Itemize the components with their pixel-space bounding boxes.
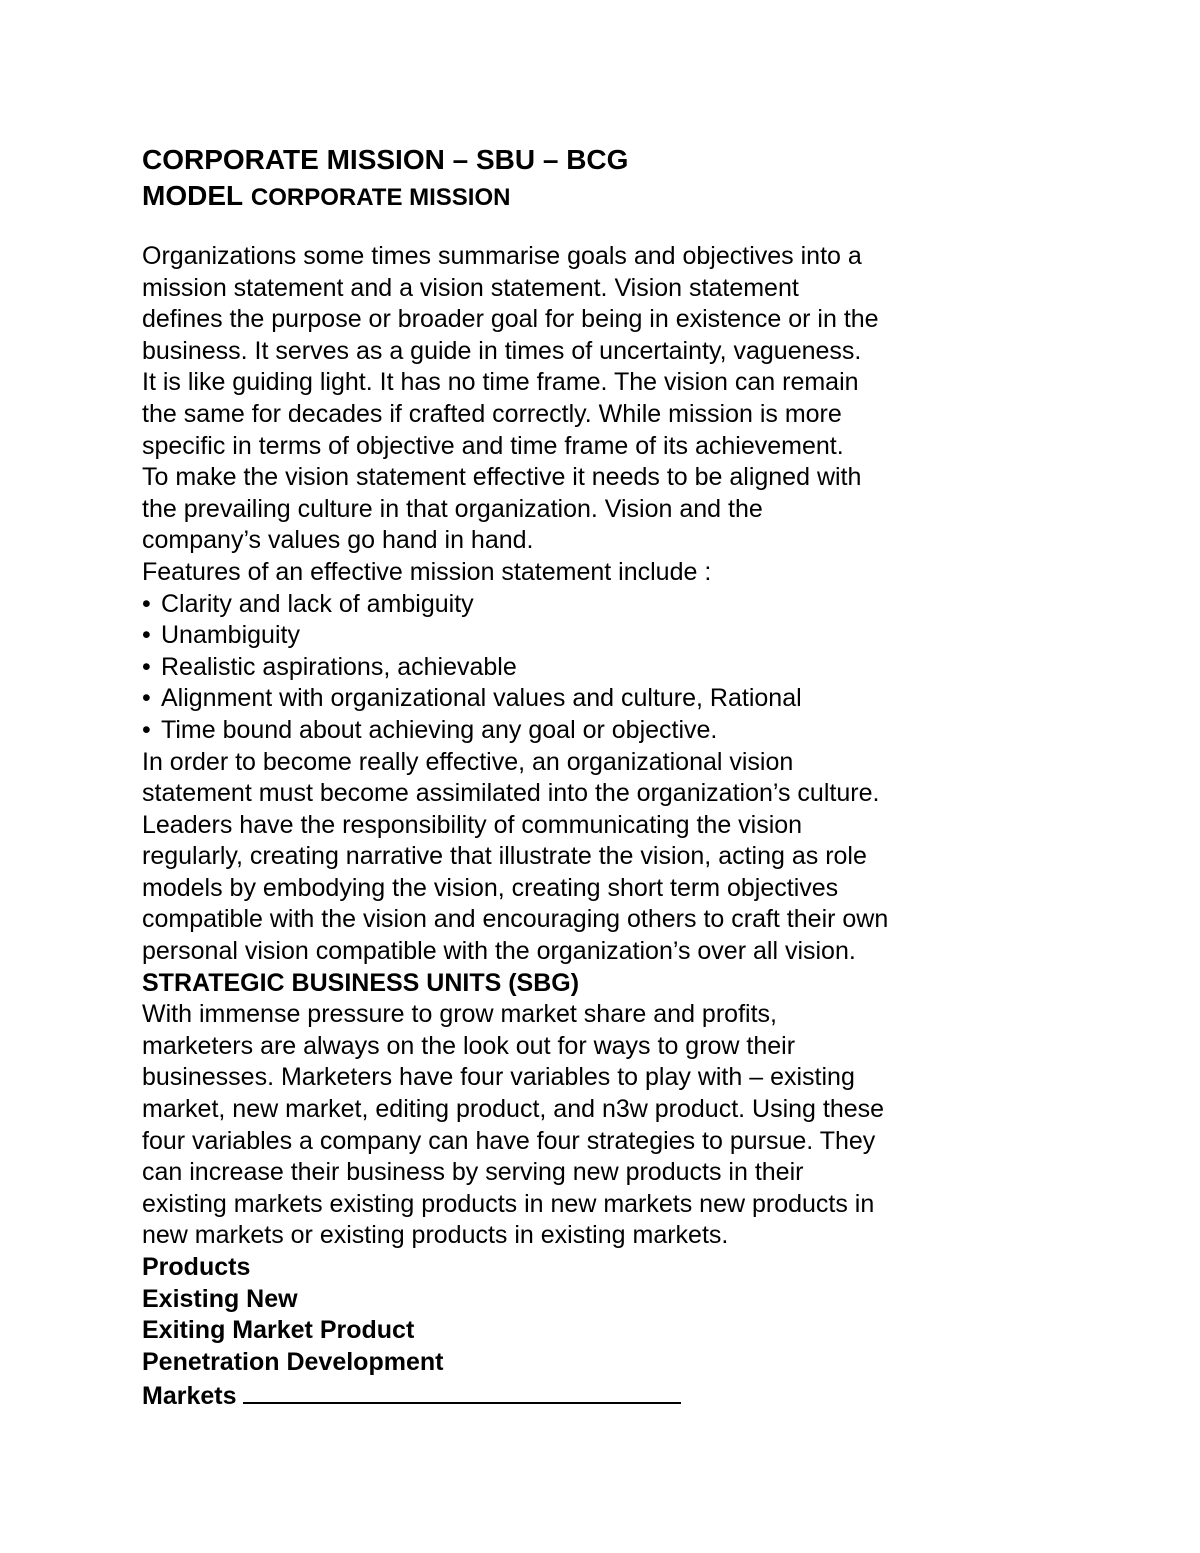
text-line: regularly, creating narrative that illustrate the vision, acting as role [142,842,867,871]
list-item: • Alignment with organizational values and culture, Rational [142,683,982,715]
text-line: company’s values go hand in hand. [142,526,534,555]
matrix-line: Existing New [142,1284,298,1313]
markets-line [142,1378,982,1413]
text-line: mission statement and a vision statement. Vision statement [142,273,799,302]
subtitle-section: CORPORATE MISSION [250,184,511,211]
document-subtitle [142,179,510,215]
text-line: can increase their business by serving new products in their [142,1158,804,1187]
matrix-line: Exiting Market Product [142,1316,415,1345]
text-line: Organizations some times summarise goals and objectives into a [142,242,862,270]
ansoff-matrix-text [142,1252,982,1413]
subtitle-main: MODEL [142,180,244,211]
vision-paragraph [142,747,982,968]
text-line: four variables a company can have four strategies to pursue. They [142,1126,876,1155]
text-line: statement must become assimilated into the organization’s culture. [142,779,880,808]
text-line: new markets or existing products in existing markets. [142,1221,729,1250]
text-line: Features of an effective mission statement include : [142,557,712,586]
text-line: Leaders have the responsibility of communicating the vision [142,810,803,839]
list-item: • Realistic aspirations, achievable [142,652,982,684]
matrix-line: Penetration Development [142,1347,444,1376]
text-line: specific in terms of objective and time frame of its achievement. [142,431,844,460]
text-line: In order to become really effective, an organizational vision [142,747,794,776]
text-line: models by embodying the vision, creating short term objectives [142,873,839,902]
underline-rule [243,1378,681,1404]
text-line: personal vision compatible with the organization’s over all vision. [142,937,856,966]
document-title: CORPORATE MISSION – SBU – BCG [142,144,629,175]
text-line: It is like guiding light. It has no time frame. The vision can remain [142,368,859,397]
text-line: With immense pressure to grow market share and profits, [142,1000,777,1029]
list-item: • Clarity and lack of ambiguity [142,589,982,621]
text-line: defines the purpose or broader goal for being in existence or in the [142,305,879,334]
text-line: the prevailing culture in that organization. Vision and the [142,494,763,523]
text-line: compatible with the vision and encouraging others to craft their own [142,905,889,934]
text-line: existing markets existing products in new markets new products in [142,1189,875,1218]
list-item: • Time bound about achieving any goal or objective. [142,715,982,747]
document-body [142,241,982,1413]
mission-paragraph [142,241,982,589]
matrix-line: Products [142,1253,251,1281]
text-line: market, new market, editing product, and n3w product. Using these [142,1095,885,1124]
text-line: To make the vision statement effective it needs to be aligned with [142,463,862,492]
text-line: marketers are always on the look out for ways to grow their [142,1031,796,1060]
markets-label: Markets [142,1382,237,1411]
sbu-heading: STRATEGIC BUSINESS UNITS (SBG) [142,968,580,997]
text-line: business. It serves as a guide in times of uncertainty, vagueness. [142,336,862,365]
features-list [142,589,982,747]
list-item: • Unambiguity [142,620,982,652]
text-line: the same for decades if crafted correctly. While mission is more [142,399,842,428]
sbu-paragraph [142,999,982,1252]
text-line: businesses. Marketers have four variables to play with – existing [142,1063,855,1092]
